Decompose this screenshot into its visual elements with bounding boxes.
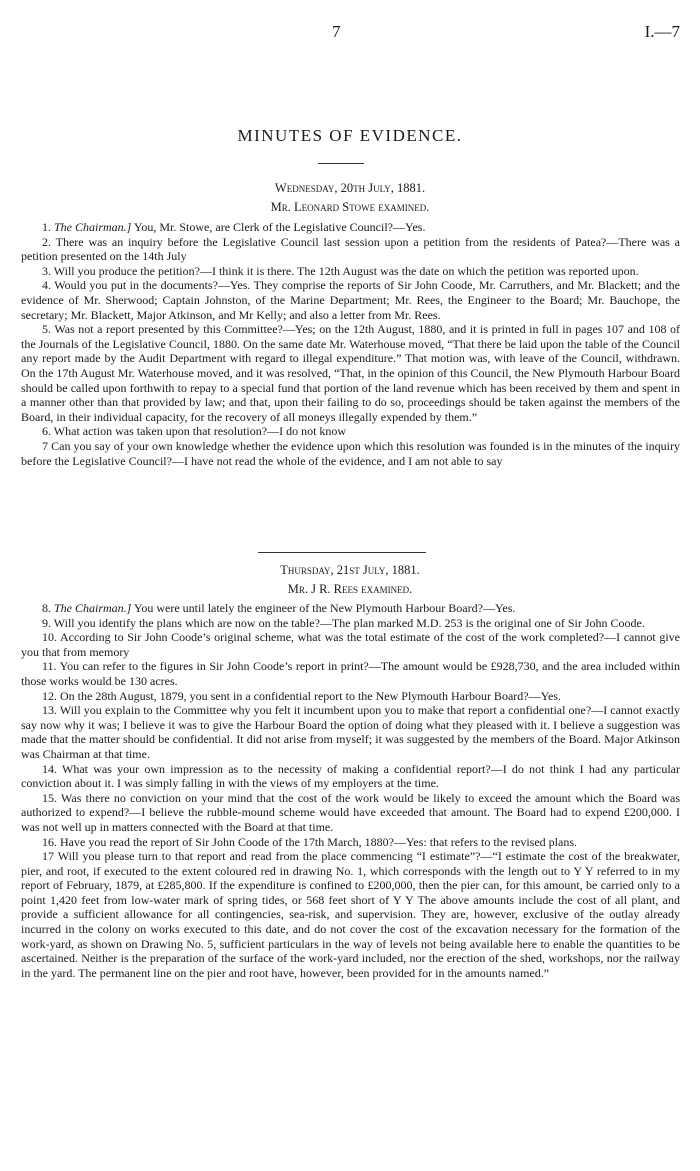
question-text: Was not a report presented by this Committee?—Yes; on the 12th August, 1880, and it is printed in full in pages 107 and 108 of the Journals of the Legislative Council, 1880. On the same date Mr. Waterhouse moved, “That there be laid upon the table of the Council any report made by the Audit Department with regard to illegal expenditure.” That motion was, with leave of the Council, withdrawn. On the 17th August Mr. Waterhouse moved, and it was resolved, “That, in the opinion of this Council, the New Plymouth Harbour Board should be called upon forthwith to repay to a special fund that portion of the land revenue which has been received by them and spent in a manner other than that provided by law; and that, upon their failing to do so, proceedings should be taken against the members of the Board, in their individual capacity, for the recovery of all moneys illegally expended by them.” <box>21 322 680 424</box>
section-date-1: Wednesday, 20th July, 1881. <box>274 181 426 195</box>
question-number: 9. <box>42 615 51 630</box>
question-text: Will you identify the plans which are now on the table?—The plan marked M.D. 253 is the original one of Sir John Coode. <box>53 615 645 630</box>
question-number: 14. <box>42 761 57 776</box>
question-number: 4. <box>42 278 51 293</box>
question-number: 6. <box>42 424 51 439</box>
question-paragraph <box>21 424 680 439</box>
question-text: Will you produce the petition?—I think it is there. The 12th August was the date on which the petition was reported upon. <box>53 263 639 278</box>
section-witness-2 <box>0 582 700 597</box>
question-paragraph <box>21 439 680 468</box>
question-paragraph <box>21 616 680 631</box>
witness-name: Mr. J R. Rees examined. <box>287 582 413 596</box>
question-paragraph <box>21 601 680 616</box>
question-text: You can refer to the figures in Sir John Coode’s report in print?—The amount would be £928,730, and the area included within those works would be 130 acres. <box>21 659 680 688</box>
speaker-label: The Chairman.] <box>54 601 132 615</box>
question-paragraph <box>21 791 680 835</box>
witness-name: Mr. Leonard Stowe examined. <box>270 200 430 214</box>
question-number: 11. <box>42 659 57 674</box>
question-number: 2. <box>42 234 51 249</box>
question-text: What action was taken upon that resolution?—I do not know <box>53 424 347 439</box>
question-paragraph <box>21 235 680 264</box>
question-number: 7 <box>42 438 48 453</box>
speaker-label: The Chairman.] <box>54 220 132 234</box>
section-witness-1 <box>0 200 700 215</box>
question-text: According to Sir John Coode’s original scheme, what was the total estimate of the cost of the work completed?—I cannot give you that from memory <box>21 630 680 659</box>
question-number: 15. <box>42 790 57 805</box>
question-paragraph <box>21 264 680 279</box>
question-number: 8. <box>42 601 51 615</box>
question-text: Was there no conviction on your mind that the cost of the work would be likely to exceed the amount which the Board was authorized to expend?—I believe the rubble-mound scheme would have exceeded that amount. The Board had to expend £200,000. I was not well up in matters connected with the Board at that time. <box>21 790 680 834</box>
question-number: 3. <box>42 263 51 278</box>
question-number: 10. <box>42 630 57 645</box>
document-title: MINUTES OF EVIDENCE. <box>237 126 463 145</box>
question-paragraph <box>21 703 680 761</box>
question-number: 5. <box>42 322 51 337</box>
evidence-section-2 <box>21 601 680 980</box>
question-text: Would you put in the documents?—Yes. They comprise the reports of Sir John Coode, Mr. Carruthers, and Mr. Blackett; and the evidence of Mr. Sherwood; Captain Johnston, of the Marine Department; Mr. Rees, the Engineer to the Board; Mr. Bauchope, the secretary; Mr. Blackett, Major Atkinson, and Mr Kelly; and also a letter from Mr. Rees. <box>21 278 680 322</box>
question-paragraph <box>21 322 680 424</box>
document-reference: I.—7 <box>644 22 680 41</box>
question-paragraph <box>21 630 680 659</box>
question-number: 13. <box>42 703 57 718</box>
question-number: 12. <box>42 688 57 703</box>
question-text: You were until lately the engineer of the New Plymouth Harbour Board?—Yes. <box>133 601 516 615</box>
question-text: Can you say of your own knowledge whether the evidence upon which this resolution was founded is in the minutes of the inquiry before the Legislative Council?—I have not read the whole of the evidence, and I am not able to say <box>21 438 680 468</box>
question-paragraph <box>21 689 680 704</box>
question-text: There was an inquiry before the Legislative Council last session upon a petition from the residents of Patea?—There was a petition presented on the 14th July <box>21 234 680 264</box>
question-paragraph <box>21 835 680 850</box>
page-number: 7 <box>332 22 341 41</box>
title-rule <box>318 163 364 164</box>
question-paragraph <box>21 762 680 791</box>
question-text: On the 28th August, 1879, you sent in a confidential report to the New Plymouth Harbour Board?—Yes. <box>60 688 562 703</box>
question-text: Have you read the report of Sir John Coode of the 17th March, 1880?—Yes: that refers to the revised plans. <box>60 834 577 849</box>
question-number: 16. <box>42 834 57 849</box>
question-text: You, Mr. Stowe, are Clerk of the Legislative Council?—Yes. <box>133 220 426 234</box>
question-paragraph <box>21 220 680 235</box>
section-date-2: Thursday, 21st July, 1881. <box>280 563 420 577</box>
question-number: 1. <box>42 220 51 234</box>
question-paragraph <box>21 849 680 980</box>
evidence-section-1 <box>21 220 680 468</box>
question-paragraph <box>21 278 680 322</box>
question-paragraph <box>21 659 680 688</box>
question-number: 17 <box>42 849 54 864</box>
section-divider <box>258 552 426 553</box>
question-text: Will you please turn to that report and read from the place commencing “I estimate”?—“I estimate the cost of the breakwater, pier, and root, if executed to the extent coloured red in drawing No. 1, which corresponds with the length out to Y Y referred to in my report of February, 1879, at £285,800. If the expenditure is confined to £200,000, then the pier can, for this amount, be carried only to a point 1,420 feet from low-water mark of spring tides, or 568 feet short of Y Y The above amounts include the cost of all plant, and provide a sufficient allowance for all contingencies, sea-risk, and supervision. They are, however, exclusive of the outlay already incurred in the colony on works executed to this date, and do not cover the cost of the excavation necessary for the formation of the work-yard, as shown on Drawing No. 5, sufficient particulars in the way of levels not being available here to enable the quantities to be ascertained. Neither is the preparation of the surface of the work-yard included, nor the erection of the shed, workshops, nor the railway in the yard. The permanent line on the pier and root have, however, been provided for in the amounts named.” <box>21 849 680 980</box>
question-text: What was your own impression as to the necessity of making a confidential report?—I do not think I had any particular conviction about it. I was simply falling in with the views of my employers at the time. <box>21 761 680 791</box>
question-text: Will you explain to the Committee why you felt it incumbent upon you to make that report a confidential one?—I cannot exactly say now why it was; I believe it was to give the Harbour Board the option of doing what they pleased with it. I believe a suggestion was made that the matter should be confidential. It did not arise from myself; it was suggested by the members of the Board. Major Atkinson was Chairman at that time. <box>21 703 680 761</box>
